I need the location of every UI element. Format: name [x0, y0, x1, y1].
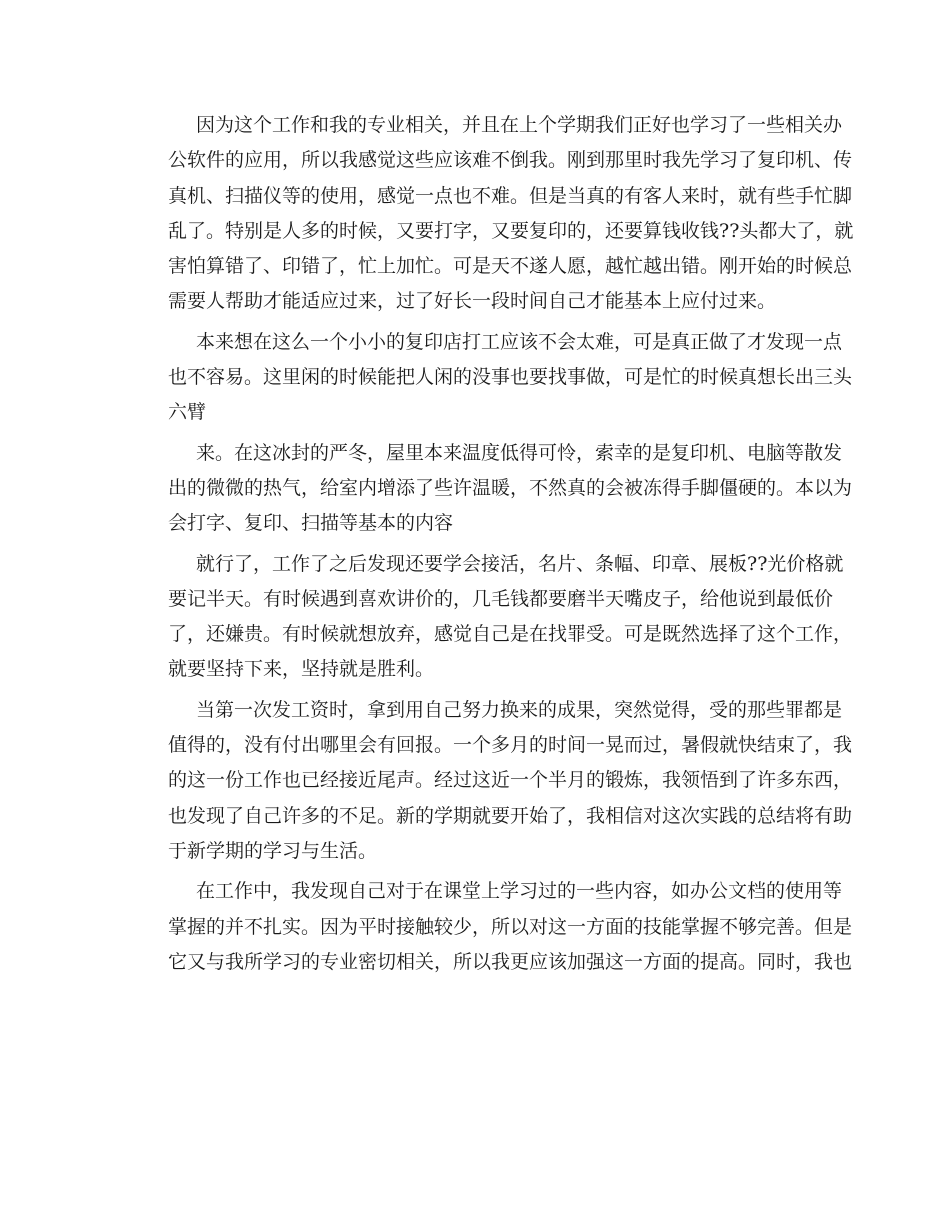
- document-body: [140, 108, 854, 985]
- text-line: 就要坚持下来，坚持就是胜利。: [168, 658, 435, 681]
- text-line: 出的微微的热气，给室内增添了些许温暖，不然真的会被冻得手脚僵硬的。本以为: [168, 476, 853, 499]
- text-line: 掌握的并不扎实。因为平时接触较少，所以对这一方面的技能掌握不够完善。但是: [168, 915, 853, 938]
- text-line: 在工作中，我发现自己对于在课堂上学习过的一些内容，如办公文档的使用等: [196, 880, 843, 903]
- text-line: 要记半天。有时候遇到喜欢讲价的，几毛钱都要磨半天嘴皮子，给他说到最低价: [168, 587, 834, 610]
- paragraph-3: [140, 436, 853, 542]
- text-line: 值得的，没有付出哪里会有回报。一个多月的时间一晃而过，暑假就快结束了，我: [168, 734, 853, 757]
- text-line: 本来想在这么一个小小的复印店打工应该不会太难，可是真正做了才发现一点: [196, 330, 843, 353]
- text-line: 害怕算错了、印错了，忙上加忙。可是天不遂人愿，越忙越出错。刚开始的时候总: [168, 255, 853, 278]
- text-line: 乱了。特别是人多的时候，又要打字，又要复印的，还要算钱收钱??头都大了，就: [168, 219, 854, 242]
- text-line: 的这一份工作也已经接近尾声。经过这近一个半月的锻炼，我领悟到了许多东西，: [168, 769, 853, 792]
- text-line: 真机、扫描仪等的使用，感觉一点也不难。但是当真的有客人来时，就有些手忙脚: [168, 184, 853, 207]
- text-line: 就行了，工作了之后发现还要学会接活，名片、条幅、印章、展板??光价格就: [196, 552, 844, 575]
- paragraph-2: [140, 325, 853, 431]
- text-line: 因为这个工作和我的专业相关，并且在上个学期我们正好也学习了一些相关办: [196, 114, 843, 136]
- paragraph-1: [140, 108, 854, 320]
- text-line: 公软件的应用，所以我感觉这些应该难不倒我。刚到那里时我先学习了复印机、传: [168, 149, 853, 172]
- text-line: 需要人帮助才能适应过来，过了好长一段时间自己才能基本上应付过来。: [168, 290, 777, 313]
- text-line: 它又与我所学习的专业密切相关，所以我更应该加强这一方面的提高。同时，我也: [168, 950, 853, 973]
- text-line: 也不容易。这里闲的时候能把人闲的没事也要找事做，可是忙的时候真想长出三头: [168, 366, 853, 389]
- paragraph-4: [140, 547, 853, 688]
- text-line: 了，还嫌贵。有时候就想放弃，感觉自己是在找罪受。可是既然选择了这个工作，: [168, 623, 853, 646]
- text-line: 当第一次发工资时，拿到用自己努力换来的成果，突然觉得，受的那些罪都是: [196, 698, 843, 721]
- paragraph-5: [140, 693, 853, 869]
- paragraph-6: [140, 874, 853, 980]
- text-line: 来。在这冰封的严冬，屋里本来温度低得可怜，索幸的是复印机、电脑等散发: [196, 441, 843, 464]
- text-line: 于新学期的学习与生活。: [168, 839, 378, 862]
- text-line: 六臂: [168, 401, 207, 424]
- text-line: 会打字、复印、扫描等基本的内容: [168, 512, 454, 535]
- text-line: 也发现了自己许多的不足。新的学期就要开始了，我相信对这次实践的总结将有助: [168, 804, 853, 827]
